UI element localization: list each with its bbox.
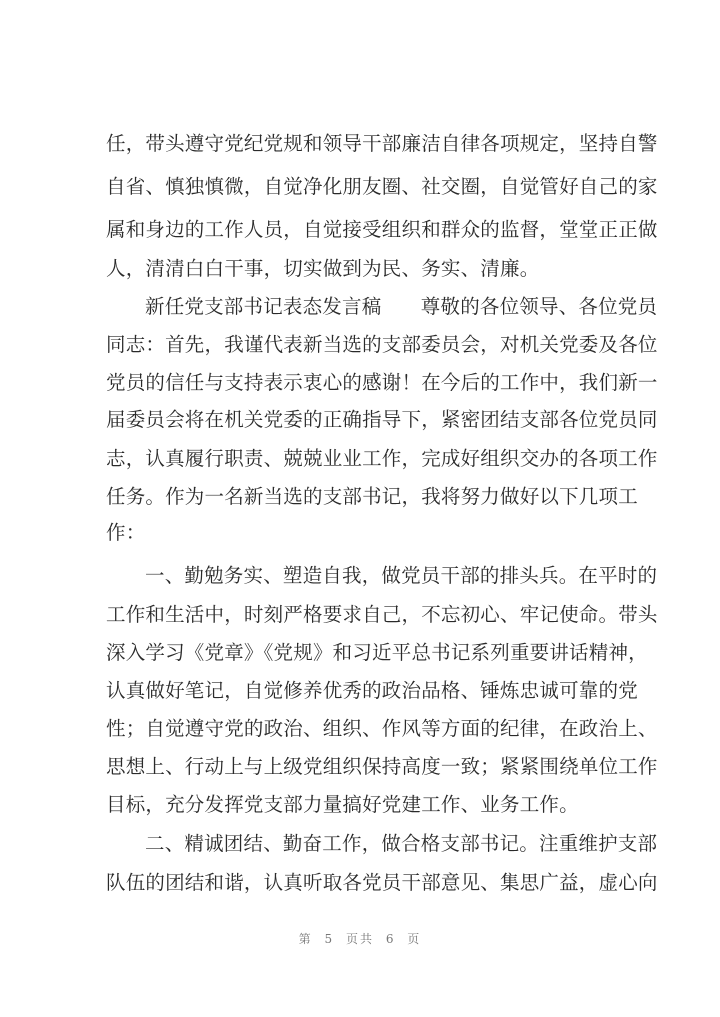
text-line: 属和身边的工作人员，自觉接受组织和群众的监督，堂堂正正做 bbox=[106, 218, 658, 241]
text-line: 深入学习《党章》《党规》和习近平总书记系列重要讲话精神， bbox=[106, 641, 648, 664]
text-line: 队伍的团结和谐，认真听取各党员干部意见、集思广益，虚心向 bbox=[106, 871, 658, 894]
text-line: 自省、慎独慎微，自觉净化朋友圈、社交圈，自觉管好自己的家 bbox=[106, 175, 658, 198]
text-line: 志，认真履行职责、兢兢业业工作，完成好组织交办的各项工作 bbox=[106, 447, 658, 470]
text-line: 思想上、行动上与上级党组织保持高度一致；紧紧围绕单位工作 bbox=[106, 755, 658, 778]
text-line: 人，清清白白干事，切实做到为民、务实、清廉。 bbox=[106, 257, 540, 280]
text-line: 任务。作为一名新当选的支部书记，我将努力做好以下几项工 bbox=[106, 485, 638, 508]
text-line: 性；自觉遵守党的政治、组织、作风等方面的纪律，在政治上、 bbox=[106, 717, 658, 740]
text-line: 任，带头遵守党纪党规和领导干部廉洁自律各项规定，坚持自警 bbox=[106, 132, 658, 155]
page-mid: 页共 bbox=[345, 932, 374, 946]
total-pages-number: 6 bbox=[385, 932, 396, 946]
text-line: 目标，充分发挥党支部力量搞好党建工作、业务工作。 bbox=[106, 793, 579, 816]
page-footer bbox=[0, 930, 720, 947]
text-line: 二、精诚团结、勤奋工作，做合格支部书记。注重维护支部 bbox=[145, 832, 658, 855]
text-line: 新任党支部书记表态发言稿 尊敬的各位领导、各位党员 bbox=[145, 295, 658, 318]
page-suffix: 页 bbox=[407, 932, 422, 946]
text-line: 作： bbox=[106, 521, 146, 544]
text-line: 党员的信任与支持表示衷心的感谢！在今后的工作中，我们新一 bbox=[106, 371, 658, 394]
text-line: 一、勤勉务实、塑造自我，做党员干部的排头兵。在平时的 bbox=[145, 564, 658, 587]
text-line: 工作和生活中，时刻严格要求自己，不忘初心、牢记使命。带头 bbox=[106, 603, 658, 626]
current-page-number: 5 bbox=[324, 932, 335, 946]
text-line: 同志：首先，我谨代表新当选的支部委员会，对机关党委及各位 bbox=[106, 333, 658, 356]
text-line: 认真做好笔记，自觉修养优秀的政治品格、锤炼忠诚可靠的党 bbox=[106, 679, 638, 702]
text-line: 届委员会将在机关党委的正确指导下，紧密团结支部各位党员同 bbox=[106, 408, 658, 431]
page-prefix: 第 bbox=[298, 932, 313, 946]
